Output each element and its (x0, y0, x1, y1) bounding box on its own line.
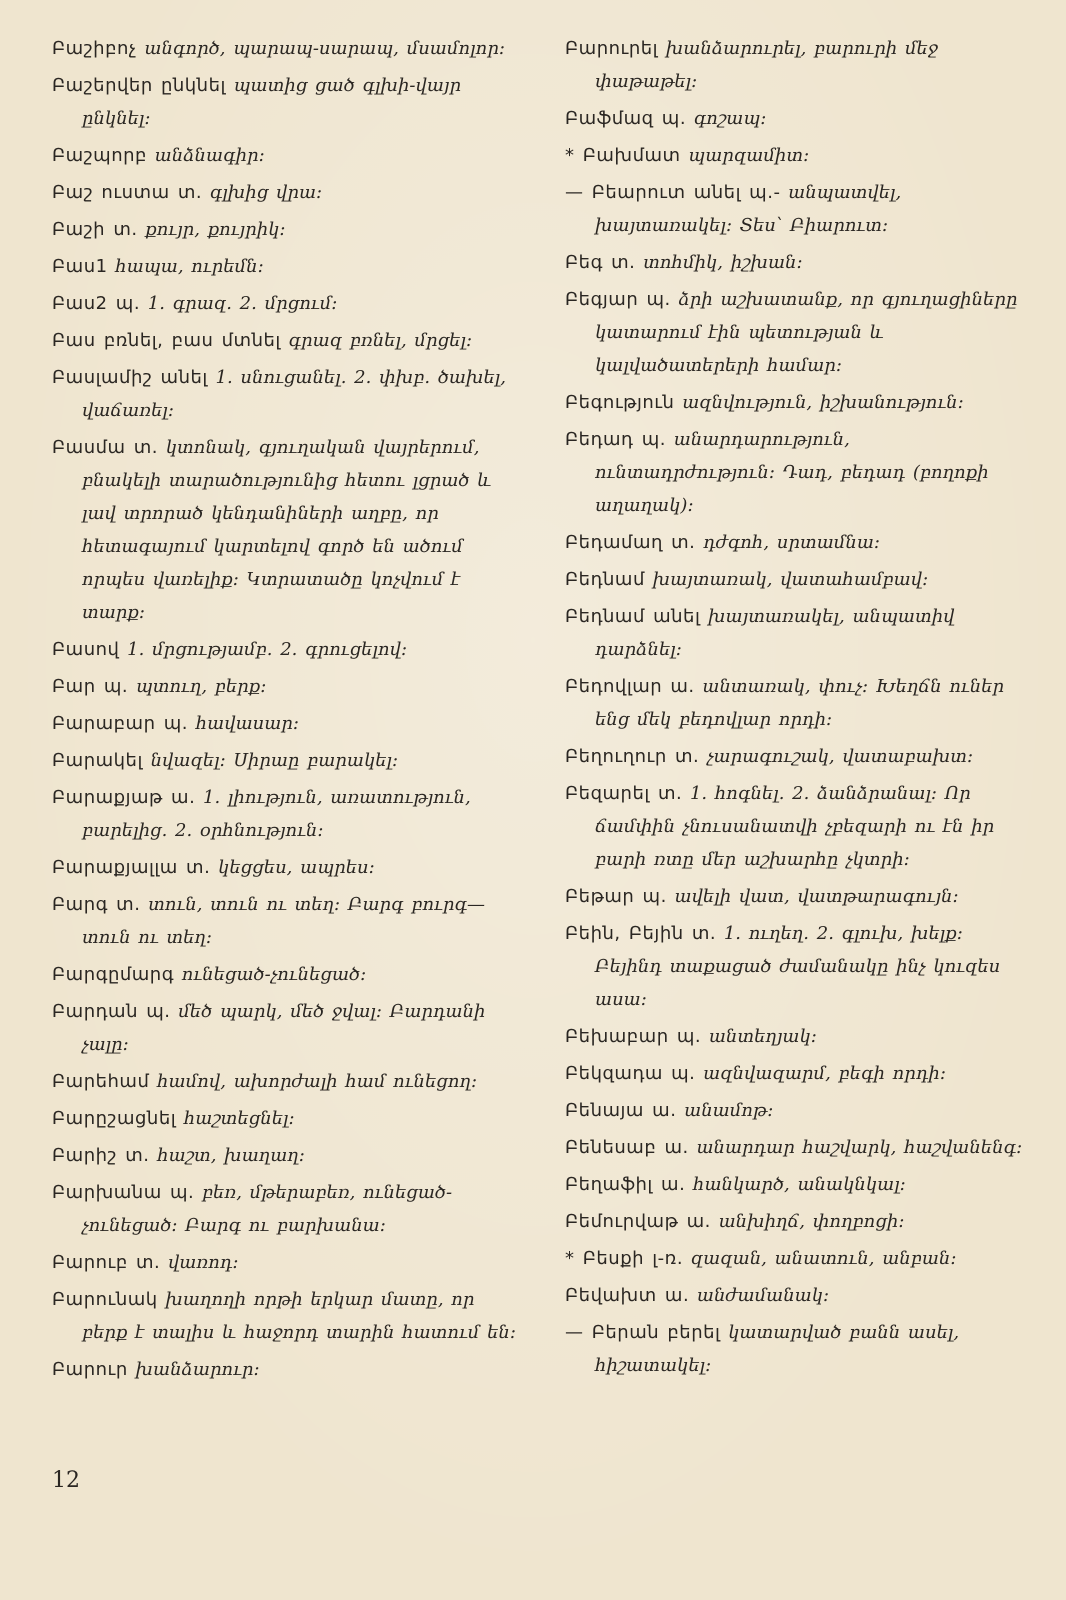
dictionary-entry (565, 1316, 1030, 1382)
entry-gloss: գլխից վրա։ (202, 182, 323, 203)
entry-headword: Բաշերվեր ընկնել (52, 75, 226, 96)
dictionary-entry (52, 851, 522, 884)
entry-headword: Բարաբար պ. (52, 713, 188, 734)
entry-headword: Բարգ տ. (52, 894, 141, 915)
entry-headword: Բարեհամ (52, 1071, 150, 1092)
entry-gloss: տոհմիկ, իշխան։ (635, 252, 803, 273)
entry-headword: — Բեարուտ անել պ.- (565, 182, 781, 203)
dictionary-entry (565, 139, 1030, 172)
entry-headword: Բաս1 (52, 256, 108, 277)
entry-headword: Բեգ տ. (565, 252, 636, 273)
dictionary-entry (52, 633, 522, 666)
entry-headword: Բեմուրվաթ ա. (565, 1211, 711, 1232)
dictionary-entry (52, 707, 522, 740)
entry-gloss: անամոթ։ (676, 1100, 774, 1121)
dictionary-entry (565, 32, 1030, 98)
entry-gloss: ազնվություն, իշխանություն։ (674, 392, 964, 413)
entry-gloss: հանկարծ, անակնկալ։ (685, 1174, 906, 1195)
entry-gloss: խանձարուրել, բարուրի մեջ փաթաթել։ (595, 38, 938, 92)
dictionary-entry (52, 781, 522, 847)
entry-headword: Բաշ ուստա տ. (52, 182, 203, 203)
dictionary-entry (565, 1242, 1030, 1275)
entry-gloss: անտառակ, փուչ։ Խեղճն ուներ ենց մեկ բեդովլար որդի։ (595, 676, 1005, 730)
entry-gloss: պարզամիտ։ (680, 145, 810, 166)
dictionary-entry (565, 386, 1030, 419)
entry-headword: Բար պ. (52, 676, 129, 697)
entry-gloss: ունեցած-չունեցած։ (174, 964, 367, 985)
entry-headword: Բարըշացնել (52, 1108, 177, 1129)
dictionary-entry (565, 102, 1030, 135)
entry-headword: Բեղուղուր տ. (565, 746, 700, 767)
entry-gloss: գոշապ։ (686, 108, 767, 129)
entry-gloss: 1. հոգնել. 2. ձանձրանալ։ Որ ճամփին չնուսանատվի չբեզարի ու էն իր բարի ռտը մեր աշխարհը չկտրի։ (595, 783, 995, 870)
dictionary-entry (565, 880, 1030, 913)
entry-gloss: դժգոհ, սրտամնա։ (695, 532, 881, 553)
dictionary-entry (52, 176, 522, 209)
dictionary-entry (52, 1246, 522, 1279)
dictionary-entry (52, 888, 522, 954)
entry-gloss: անտեղյակ։ (701, 1026, 817, 1047)
entry-headword: Բեգյար պ. (565, 289, 671, 310)
dictionary-entry (52, 1176, 522, 1242)
dictionary-entry (52, 995, 522, 1061)
entry-headword: Բաշպորբ (52, 145, 147, 166)
dictionary-entry (52, 1353, 522, 1386)
entry-gloss: մեծ պարկ, մեծ ջվալ։ Բարդանի չալը։ (82, 1001, 486, 1055)
dictionary-entry (565, 1131, 1030, 1164)
dictionary-entry (565, 777, 1030, 876)
entry-headword: Բեզարել տ. (565, 783, 683, 804)
entry-gloss: հավասար։ (187, 713, 300, 734)
entry-headword: Բեդադ պ. (565, 429, 666, 450)
entry-headword: Բասմա տ. (52, 437, 159, 458)
dictionary-entry (52, 324, 522, 357)
dictionary-entry (52, 1102, 522, 1135)
entry-headword: Բեկզադա պ. (565, 1063, 696, 1084)
entry-gloss: տուն, տուն ու տեղ։ Բարգ բուրգ—տուն ու տեղ։ (82, 894, 485, 948)
entry-headword: Բեվախտ ա. (565, 1285, 690, 1306)
entry-headword: Բեին, Բեյին տ. (565, 923, 717, 944)
entry-gloss: կեցցես, ապրես։ (210, 857, 375, 878)
entry-headword: Բարդան պ. (52, 1001, 171, 1022)
entry-headword: Բասով (52, 639, 120, 660)
entry-headword: Բարաքյաթ ա. (52, 787, 196, 808)
entry-headword: Բեգություն (565, 392, 675, 413)
entry-gloss: խաղողի որթի երկար մատը, որ բերք է տալիս և հաջորդ տարին հատում են։ (82, 1289, 516, 1343)
dictionary-entry (52, 361, 522, 427)
entry-headword: Բեդնամ անել (565, 606, 701, 627)
entry-headword: Բաֆմազ պ. (565, 108, 687, 129)
entry-gloss: 1. լիություն, առատություն, բարելից. 2. օրհնություն։ (82, 787, 471, 841)
entry-headword: Բենայա ա. (565, 1100, 677, 1121)
entry-gloss: համով, ախորժալի համ ունեցող։ (149, 1071, 478, 1092)
entry-gloss: հաշտ, խաղաղ։ (149, 1145, 305, 1166)
entry-gloss: խանձարուր։ (127, 1359, 260, 1380)
entry-gloss: հապա, ուրեմն։ (107, 256, 264, 277)
entry-headword: Բարաքյալլա տ. (52, 857, 211, 878)
entry-gloss: քույր, քույրիկ։ (137, 219, 286, 240)
dictionary-entry (565, 1168, 1030, 1201)
entry-gloss: պտուղ, բերք։ (128, 676, 267, 697)
entry-headword: Բաս բռնել, բաս մտնել (52, 330, 281, 351)
entry-gloss: հաշտեցնել։ (176, 1108, 295, 1129)
dictionary-entry (52, 431, 522, 629)
entry-headword: Բարգըմարգ (52, 964, 175, 985)
dictionary-entry (565, 246, 1030, 279)
entry-headword: Բեղաֆիլ ա. (565, 1174, 686, 1195)
entry-gloss: պատից ցած գլխի-վայր ընկնել։ (82, 75, 462, 129)
entry-gloss: բեռ, մթերաբեռ, ունեցած-չունեցած։ Բարգ ու բարխանա։ (82, 1182, 453, 1236)
dictionary-entry (565, 670, 1030, 736)
dictionary-entry (565, 283, 1030, 382)
entry-gloss: չարագուշակ, վատաբախտ։ (699, 746, 974, 767)
entry-gloss: անպատվել, խայտառակել։ Տես՝ Բիարուտ։ (595, 182, 902, 236)
entry-gloss: կատարված բանն ասել, հիշատակել։ (595, 1322, 960, 1376)
dictionary-entry (52, 32, 522, 65)
entry-gloss: անխիղճ, փողբոցի։ (710, 1211, 905, 1232)
entry-gloss: ավելի վատ, վատթարագույն։ (666, 886, 959, 907)
dictionary-entry (565, 176, 1030, 242)
entry-headword: * Բեսքի լ-ռ. (565, 1248, 684, 1269)
entry-gloss: 1. ուղեղ. 2. գլուխ, խելք։ Բեյինդ տաքացած ժամանակը ինչ կուզես ասա։ (595, 923, 1001, 1010)
entry-gloss: ազնվազարմ, բեգի որդի։ (695, 1063, 946, 1084)
dictionary-entry (52, 1065, 522, 1098)
entry-gloss: 1. մրցությամբ. 2. գրուցելով։ (119, 639, 408, 660)
dictionary-entry (52, 1283, 522, 1349)
entry-headword: Բարակել (52, 750, 143, 771)
dictionary-entry (52, 744, 522, 777)
dictionary-entry (52, 69, 522, 135)
entry-headword: Բարիշ տ. (52, 1145, 150, 1166)
entry-gloss: խայտառակ, վատահամբավ։ (644, 569, 929, 590)
entry-gloss: կտոնակ, գյուղական վայրերում, բնակելի տարածությունից հետու լցրած և լավ տրորած կենդանիների աղբը, որ հետագայում կարտելով գործ են ածում որպես վառելիք։ Կտրատածը կոչվում է տարք։ (82, 437, 492, 623)
right-column (565, 32, 1030, 1386)
dictionary-entry (52, 139, 522, 172)
dictionary-entry (565, 600, 1030, 666)
dictionary-entry (565, 526, 1030, 559)
entry-gloss: անժամանակ։ (689, 1285, 830, 1306)
entry-headword: * Բախմատ (565, 145, 681, 166)
dictionary-entry (52, 670, 522, 703)
entry-gloss: գրազ բռնել, մրցել։ (280, 330, 473, 351)
dictionary-entry (565, 1020, 1030, 1053)
entry-headword: Բաս2 պ. (52, 293, 141, 314)
dictionary-entry (565, 1094, 1030, 1127)
entry-headword: Բաշիբոչ (52, 38, 137, 59)
dictionary-entry (52, 250, 522, 283)
dictionary-entry (565, 740, 1030, 773)
entry-headword: Բարխանա պ. (52, 1182, 195, 1203)
dictionary-entry (52, 1139, 522, 1172)
left-column (52, 32, 522, 1390)
entry-headword: Բեթար պ. (565, 886, 667, 907)
entry-headword: Բարունակ (52, 1289, 158, 1310)
entry-headword: Բարուբ տ. (52, 1252, 161, 1273)
entry-gloss: 1. գրազ. 2. մրցում։ (140, 293, 338, 314)
entry-headword: Բեխաբար պ. (565, 1026, 702, 1047)
entry-gloss: խայտառակել, անպատիվ դարձնել։ (595, 606, 955, 660)
dictionary-entry (52, 213, 522, 246)
dictionary-entry (565, 563, 1030, 596)
entry-gloss: անգործ, պարապ-սարապ, մսամոլոր։ (136, 38, 506, 59)
page-number: 12 (52, 1468, 80, 1493)
entry-gloss: զազան, անատուն, անբան։ (683, 1248, 957, 1269)
dictionary-entry (52, 958, 522, 991)
entry-gloss: անարդարություն, ունտադրժություն։ Դադ, բեդադ (բողոքի աղաղակ)։ (595, 429, 989, 516)
dictionary-entry (565, 1279, 1030, 1312)
entry-gloss: անարդար հաշվարկ, հաշվանենգ։ (688, 1137, 1023, 1158)
entry-headword: Բեդամաղ տ. (565, 532, 696, 553)
dictionary-entry (565, 1205, 1030, 1238)
entry-headword: Բեդովլար ա. (565, 676, 695, 697)
dictionary-entry (52, 287, 522, 320)
entry-headword: Բեդնամ (565, 569, 645, 590)
dictionary-entry (565, 1057, 1030, 1090)
entry-headword: Բենեսաբ ա. (565, 1137, 689, 1158)
entry-headword: — Բերան բերել (565, 1322, 721, 1343)
entry-gloss: վառոդ։ (160, 1252, 239, 1273)
dictionary-entry (565, 423, 1030, 522)
entry-gloss: անձնագիր։ (146, 145, 265, 166)
entry-gloss: 1. սնուցանել. 2. փխբ. ծախել, վաճառել։ (82, 367, 506, 421)
entry-headword: Բարուրել (565, 38, 659, 59)
entry-headword: Բարուր (52, 1359, 128, 1380)
entry-gloss: ձրի աշխատանք, որ գյուղացիները կատարում էին պետության և կալվածատերերի համար։ (595, 289, 1018, 376)
entry-headword: Բաշի տ. (52, 219, 138, 240)
entry-headword: Բասլամիշ անել (52, 367, 208, 388)
dictionary-entry (565, 917, 1030, 1016)
entry-gloss: նվազել։ Սիրաը բարակել։ (142, 750, 399, 771)
